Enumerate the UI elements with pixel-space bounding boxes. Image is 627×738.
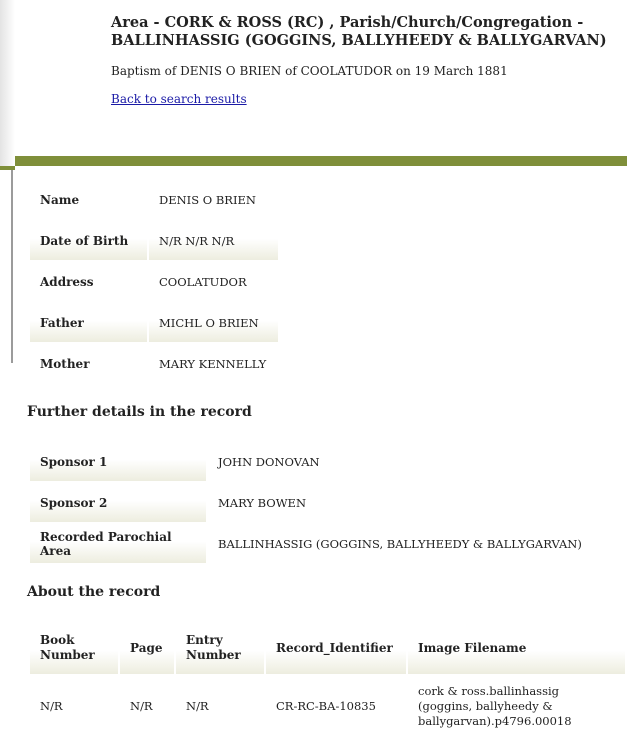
section-divider-bar-left: [0, 166, 15, 170]
table-row: [30, 442, 592, 481]
table-row: [30, 221, 278, 260]
table-row: [30, 524, 592, 563]
table-row: [30, 303, 278, 342]
table-row: [30, 344, 278, 383]
page-cell: N/R: [130, 699, 153, 713]
record-header: [111, 14, 621, 107]
about-record-table: [28, 620, 627, 738]
sponsor-1-value: JOHN DONOVAN: [218, 454, 320, 469]
left-scroll-edge: [11, 168, 13, 363]
parochial-area-value: BALLINHASSIG (GOGGINS, BALLYHEEDY & BALLYGARVAN): [218, 536, 582, 551]
name-value: DENIS O BRIEN: [159, 192, 256, 207]
father-value: MICHL O BRIEN: [149, 303, 278, 342]
address-label: Address: [40, 274, 94, 289]
table-header-row: [30, 622, 625, 674]
entry-number-cell: N/R: [186, 699, 209, 713]
name-label: Name: [40, 192, 80, 207]
record-identifier-cell: CR-RC-BA-10835: [276, 699, 376, 713]
column-header-record-identifier: Record_Identifier: [266, 622, 406, 674]
date-of-birth-value: N/R N/R N/R: [149, 221, 278, 260]
column-header-book-number: Book Number: [30, 622, 118, 674]
page-title: Area - CORK & ROSS (RC) , Parish/Church/Congregation - BALLINHASSIG (GOGGINS, BALLYHEEDY & BALLYGARVAN): [111, 14, 607, 49]
person-details-table: [28, 178, 280, 385]
back-to-search-link[interactable]: Back to search results: [111, 92, 247, 106]
column-header-page: Page: [120, 622, 174, 674]
column-header-entry-number: Entry Number: [176, 622, 264, 674]
sponsor-2-value: MARY BOWEN: [218, 495, 307, 510]
further-details-table: [28, 440, 594, 565]
left-edge-shade: [0, 0, 15, 170]
table-row: [30, 262, 278, 301]
table-row: [30, 483, 592, 522]
table-row: [30, 180, 278, 219]
book-number-cell: N/R: [40, 699, 63, 713]
mother-value: MARY KENNELLY: [159, 356, 267, 371]
father-label: Father: [30, 303, 147, 342]
date-of-birth-label: Date of Birth: [30, 221, 147, 260]
table-row: [30, 676, 625, 736]
mother-label: Mother: [40, 356, 90, 371]
address-value: COOLATUDOR: [159, 274, 247, 289]
column-header-image-filename: Image Filename: [408, 622, 625, 674]
parochial-area-label: Recorded Parochial Area: [30, 524, 206, 563]
further-details-heading: Further details in the record: [27, 404, 252, 420]
sponsor-1-label: Sponsor 1: [30, 442, 206, 481]
image-filename-cell: cork & ross.ballinhassig (goggins, ballyheedy & ballygarvan).p4796.00018: [418, 683, 572, 728]
baptism-summary: Baptism of DENIS O BRIEN of COOLATUDOR on 19 March 1881: [111, 64, 508, 78]
section-divider-bar: [15, 156, 627, 166]
about-record-heading: About the record: [27, 584, 161, 600]
sponsor-2-label: Sponsor 2: [30, 483, 206, 522]
